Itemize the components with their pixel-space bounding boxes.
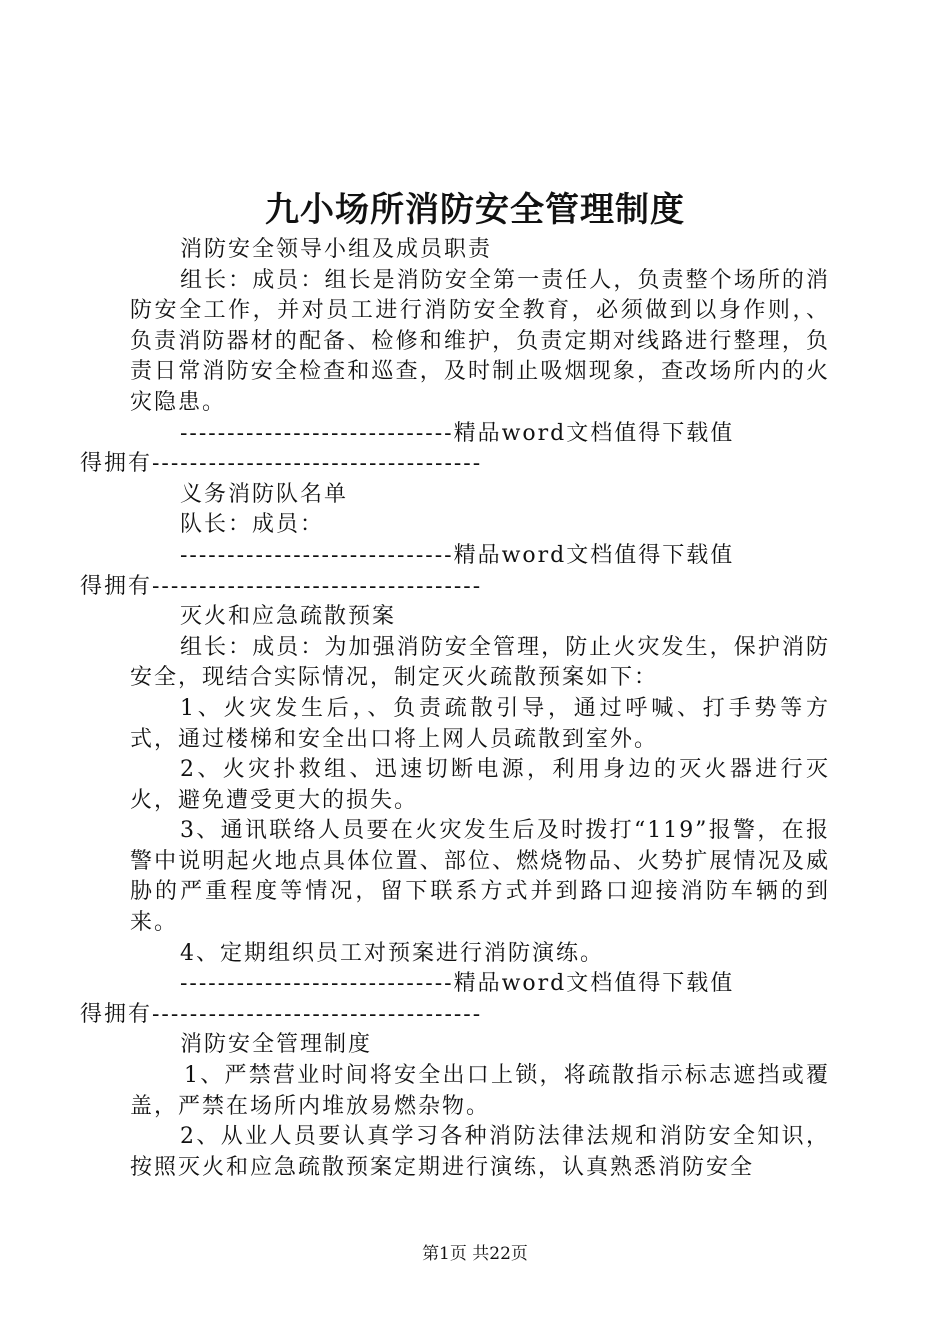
document-title: 九小场所消防安全管理制度 <box>265 190 685 230</box>
paragraph: 1、火灾发生后，、负责疏散引导，通过呼喊、打手势等方式，通过楼梯和安全出口将上网人员疏散到室外。 <box>130 695 830 752</box>
paragraph: 消防安全领导小组及成员职责 <box>180 237 493 262</box>
paragraph: 2、从业人员要认真学习各种消防法律法规和消防安全知识，按照灭火和应急疏散预案定期进行演练，认真熟悉消防安全 <box>130 1124 830 1180</box>
separator-line: -----------------------------精品word文档值得下载值 <box>180 971 735 997</box>
separator-line: 得拥有----------------------------------- <box>80 573 483 599</box>
separator-watermark <box>80 969 830 1030</box>
separator-watermark <box>80 541 830 602</box>
paragraph: 组长：成员：为加强消防安全管理，防止火灾发生，保护消防安全，现结合实际情况，制定灭火疏散预案如下： <box>130 634 830 691</box>
section-heading: 义务消防队名单 <box>180 481 349 507</box>
separator-watermark <box>80 419 830 480</box>
paragraph: 4、定期组织员工对预案进行消防演练。 <box>180 940 604 966</box>
paragraph: 组长：成员：组长是消防安全第一责任人，负责整个场所的消防安全工作，并对员工进行消防安全教育，必须做到以身作则，、负责消防器材的配备、检修和维护，负责定期对线路进行整理，负责日常消防安全检查和巡查，及时制止吸烟现象，查改场所内的火灾隐患。 <box>130 267 830 415</box>
paragraph: 3、通讯联络人员要在火灾发生后及时拨打“119”报警，在报警中说明起火地点具体位置、部位、燃烧物品、火势扩展情况及威胁的严重程度等情况，留下联系方式并到路口迎接消防车辆的到来。 <box>130 818 830 936</box>
section-heading: 灭火和应急疏散预案 <box>180 604 397 630</box>
separator-line: 得拥有----------------------------------- <box>80 1001 483 1027</box>
page-number: 第1页 共22页 <box>422 1244 528 1264</box>
paragraph: 2、火灾扑救组、迅速切断电源，利用身边的灭火器进行灭火，避免遭受更大的损失。 <box>130 757 830 813</box>
separator-line: -----------------------------精品word文档值得下载值 <box>180 542 735 568</box>
document-body <box>80 235 830 1183</box>
paragraph: 队长：成员： <box>180 512 325 538</box>
separator-line: -----------------------------精品word文档值得下载值 <box>180 420 735 446</box>
separator-line: 得拥有----------------------------------- <box>80 451 483 477</box>
paragraph: 1、严禁营业时间将安全出口上锁，将疏散指示标志遮挡或覆盖，严禁在场所内堆放易燃杂物。 <box>130 1063 830 1119</box>
section-heading: 消防安全管理制度 <box>180 1032 373 1058</box>
